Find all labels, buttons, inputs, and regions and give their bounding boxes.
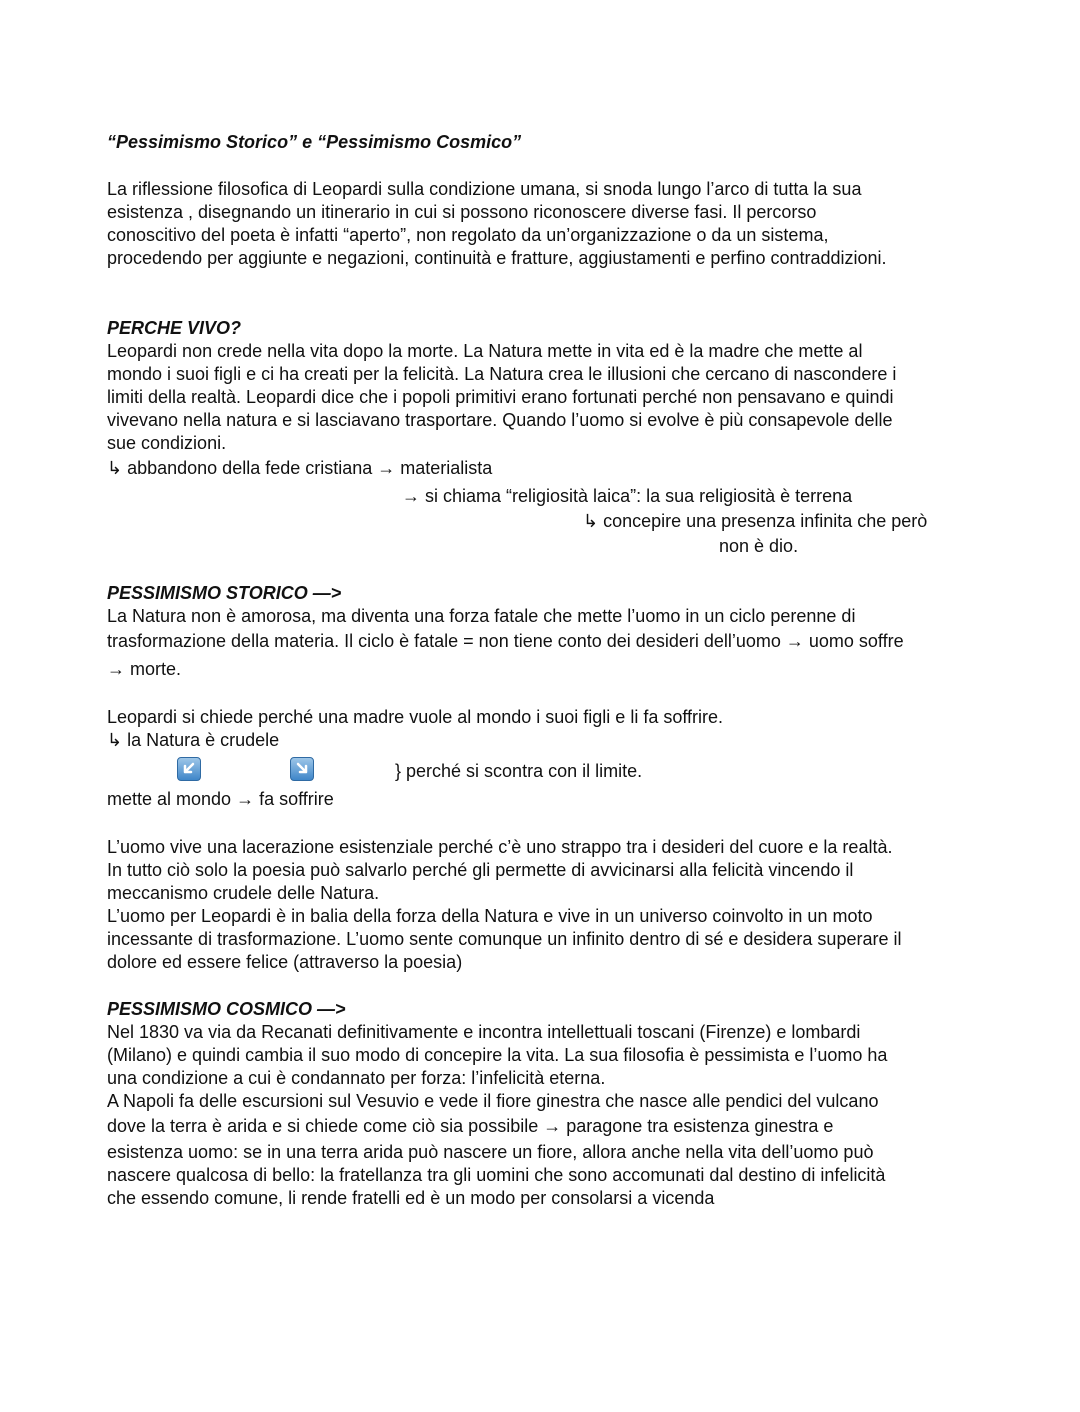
paragraph-line: mondo i suoi figli e ci ha creati per la felicità. La Natura crea le illusioni che cercano di nascondere i bbox=[107, 364, 897, 384]
paragraph-line: una condizione a cui è condannato per forza: l’infelicità eterna. bbox=[107, 1068, 606, 1088]
branch-line: non è dio. bbox=[719, 536, 799, 556]
paragraph-line: limiti della realtà. Leopardi dice che i popoli primitivi erano fortunati perché non pensavano e quindi bbox=[107, 387, 894, 407]
paragraph-line: dolore ed essere felice (attraverso la poesia) bbox=[107, 952, 463, 972]
paragraph-line: La Natura non è amorosa, ma diventa una forza fatale che mette l’uomo in un ciclo perenne di bbox=[107, 606, 856, 626]
paragraph-line: A Napoli fa delle escursioni sul Vesuvio e vede il fiore ginestra che nasce alle pendici del vulcano bbox=[107, 1091, 879, 1111]
intro-line: conoscitivo del poeta è infatti “aperto”, non regolato da un’organizzazione o da un sistema, bbox=[107, 225, 829, 245]
paragraph-line: Leopardi non crede nella vita dopo la morte. La Natura mette in vita ed è la madre che mette al bbox=[107, 341, 863, 361]
arrow-down-left-icon bbox=[177, 757, 201, 781]
intro-line: esistenza , disegnando un itinerario in cui si possono riconoscere diverse fasi. Il percorso bbox=[107, 202, 817, 222]
paragraph-line: meccanismo crudele delle Natura. bbox=[107, 883, 380, 903]
branch-line: → si chiama “religiosità laica”: la sua religiosità è terrena bbox=[402, 486, 853, 506]
section-heading-perche-vivo: PERCHE VIVO? bbox=[107, 318, 242, 338]
paragraph-line: Nel 1830 va via da Recanati definitivamente e incontra intellettuali toscani (Firenze) e lombardi bbox=[107, 1022, 861, 1042]
section-heading-cosmico: PESSIMISMO COSMICO —> bbox=[107, 999, 346, 1019]
paragraph-line: incessante di trasformazione. L’uomo sente comunque un infinito dentro di sé e desidera superare il bbox=[107, 929, 902, 949]
paragraph-line: Leopardi si chiede perché una madre vuole al mondo i suoi figli e li fa soffrire. bbox=[107, 707, 724, 727]
branch-line: ↳ abbandono della fede cristiana → materialista bbox=[107, 458, 493, 478]
branch-line: mette al mondo → fa soffrire bbox=[107, 789, 334, 809]
section-heading-storico: PESSIMISMO STORICO —> bbox=[107, 583, 342, 603]
paragraph-line: In tutto ciò solo la poesia può salvarlo perché gli permette di avvicinarsi alla felicità vincendo il bbox=[107, 860, 854, 880]
paragraph-line: L’uomo per Leopardi è in balia della forza della Natura e vive in un universo coinvolto in un moto bbox=[107, 906, 873, 926]
paragraph-line: che essendo comune, li rende fratelli ed è un modo per consolarsi a vicenda bbox=[107, 1188, 715, 1208]
intro-line: procedendo per aggiunte e negazioni, continuità e fratture, aggiustamenti e perfino contraddizioni. bbox=[107, 248, 887, 268]
paragraph-line: dove la terra è arida e si chiede come ciò sia possibile → paragone tra esistenza ginestra e bbox=[107, 1116, 834, 1136]
brace-note: } perché si scontra con il limite. bbox=[395, 761, 643, 781]
paragraph-line: esistenza uomo: se in una terra arida può nascere un fiore, allora anche nella vita dell’uomo può bbox=[107, 1142, 874, 1162]
paragraph-line: nascere qualcosa di bello: la fratellanza tra gli uomini che sono accomunati dal destino di infelicità bbox=[107, 1165, 886, 1185]
arrow-down-right-icon bbox=[290, 757, 314, 781]
paragraph-line: vivevano nella natura e si lasciavano trasportare. Quando l’uomo si evolve è più consapevole delle bbox=[107, 410, 893, 430]
branch-line: ↳ concepire una presenza infinita che però bbox=[583, 511, 928, 531]
paragraph-line: L’uomo vive una lacerazione esistenziale perché c’è uno strappo tra i desideri del cuore e la realtà. bbox=[107, 837, 893, 857]
paragraph-line: sue condizioni. bbox=[107, 433, 227, 453]
paragraph-line: (Milano) e quindi cambia il suo modo di concepire la vita. La sua filosofia è pessimista e l’uomo ha bbox=[107, 1045, 888, 1065]
paragraph-line: trasformazione della materia. Il ciclo è fatale = non tiene conto dei desideri dell’uomo → uomo soffre bbox=[107, 631, 904, 651]
paragraph-line: → morte. bbox=[107, 659, 182, 679]
document-title: “Pessimismo Storico” e “Pessimismo Cosmico” bbox=[107, 132, 522, 152]
branch-line: ↳ la Natura è crudele bbox=[107, 730, 280, 750]
intro-line: La riflessione filosofica di Leopardi sulla condizione umana, si snoda lungo l’arco di tutta la sua bbox=[107, 179, 862, 199]
